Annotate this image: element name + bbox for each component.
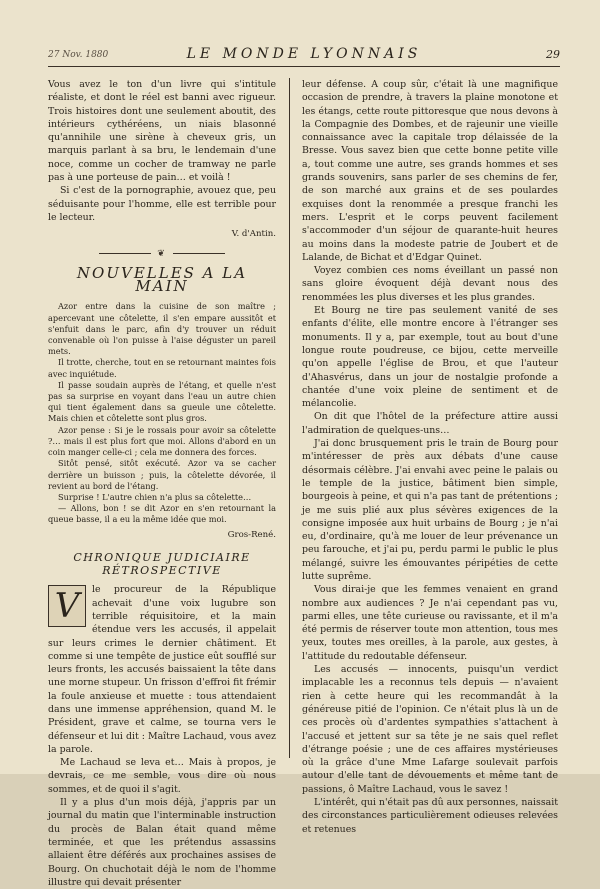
- right-column: [302, 78, 558, 836]
- nouvelles-paragraph: Azor pense : Si je le rossais pour avoir sa côtelette ?… mais il est plus fort que moi. Allons d'abord en un coin manger celle-ci ; cela me donnera des forces.: [48, 424, 276, 458]
- column-rule: [289, 78, 290, 758]
- right-paragraph: Voyez combien ces noms éveillant un passé non sans gloire évoquent déjà devant nous des renommées les plus diverses et les plus grandes.: [302, 265, 558, 303]
- nouvelles-signature: Gros-René.: [227, 529, 276, 540]
- masthead-title: LE MONDE LYONNAIS: [186, 46, 422, 62]
- intro-paragraph: Si c'est de la pornographie, avouez que, peu séduisante pour l'homme, elle est terrible pour le lecteur.: [48, 185, 276, 223]
- intro-signature: V. d'Antin.: [231, 229, 276, 240]
- header-rule: [48, 66, 560, 67]
- section-title-nouvelles: NOUVELLES A LA MAIN: [76, 263, 248, 296]
- nouvelles-paragraph: Il trotte, cherche, tout en se retournant maintes fois avec inquiétude.: [48, 357, 276, 379]
- section-title-chronique: CHRONIQUE JUDICIAIRE RÉTROSPECTIVE: [73, 550, 251, 578]
- right-paragraph: J'ai donc brusquement pris le train de Bourg pour m'intéresser de près aux débats d'une cause désormais célèbre. J'ai envahi avec peine le palais ou le temple de la justice, bâtiment bien simple, bourgeois à peine, et qui n'a pas tant de prétentions ; je me suis plié aux plus sévères exigences de la consigne imposée aux huit urbains de Bourg ; je n'ai eu, d'ordinaire, qu'à me louer de leur prévenance un peu farouche, et j'ai pu, perdu parmi le public le plus mélangé, suivre les émouvantes péripéties de cette lutte suprême.: [302, 438, 558, 582]
- nouvelles-paragraph: Azor entre dans la cuisine de son maître ; apercevant une côtelette, il s'en empare aussitôt et s'enfuit dans le parc, afin d'y trouver un réduit convenable où l'on puisse à l'aise déguster un pareil mets.: [48, 301, 276, 357]
- chronique-paragraph: Il y a plus d'un mois déjà, j'appris par un journal du matin que l'interminable instruction du procès de Balan était quand même terminée, et que les prétendus assassins allaient être déférés aux prochaines assises de Bourg. On chuchotait déjà le nom de l'homme illustre qui devait présenter: [48, 797, 276, 888]
- right-paragraph: leur défense. A coup sûr, c'était là une magnifique occasion de prendre, à travers la plaine monotone et les étangs, cette route pittoresque que nous devons à la Compagnie des Dombes, et de rajeunir une vieille connaissance avec la capitale trop délaissée de la Bresse. Vous savez bien que cette bonne petite ville a, tout comme une autre, ses grands hommes et ses grands souvenirs, sans parler de ses chemins de fer, de son marché aux grains et de ses poulardes exquises dont la renommée a presque franchi les mers. L'esprit et le corps peuvent facilement s'accommoder d'un séjour de quarante-huit heures au moins dans la modeste patrie de Joubert et de Lalande, de Bichat et d'Edgar Quinet.: [302, 79, 558, 263]
- header-date: 27 Nov. 1880: [48, 50, 109, 60]
- chronique-paragraph: le procureur de la République achevait d'une voix lugubre son terrible réquisitoire, et la main étendue vers les accusés, il appelait sur leurs crimes le dernier châtiment. Et comme si une tempête de justice eût soufflé sur leurs fronts, les accusés baissaient la tête dans une morne stupeur. Un frisson d'effroi fit frémir la foule anxieuse et muette : tous attendaient dans une immense appréhension, quand M. le Président, grave et calme, se tourna vers le défenseur et lui dit : Maître Lachaud, vous avez la parole.: [48, 584, 276, 755]
- left-column: [48, 78, 276, 889]
- chronique-text: [48, 583, 276, 889]
- right-paragraph: L'intérêt, qui n'était pas dû aux personnes, naissait des circonstances particulièrement odieuses relevées et retenues: [302, 797, 558, 835]
- nouvelles-paragraph: Sitôt pensé, sitôt exécuté. Azor va se cacher derrière un buisson ; puis, la côtelette dévorée, il revient au bord de l'étang.: [48, 458, 276, 491]
- right-paragraph: Les accusés — innocents, puisqu'un verdict implacable les a reconnus tels depuis — n'avaient rien à cette heure qui les recommandât à la généreuse pitié de l'opinion. Ce n'était plus là un de ces procès où d'ardentes sympathies s'attachent à l'accusé et jettent sur sa tête je ne sais quel reflet d'étrange poésie ; une de ces affaires mystérieuses où la grâce d'une Mme Lafarge soulevait parfois autour d'elle tant de dévouements et même tant de passions, ô Maître Lachaud, vous le savez !: [302, 664, 558, 795]
- chronique-paragraph: Me Lachaud se leva et… Mais à propos, je devrais, ce me semble, vous dire où nous sommes, et de quoi il s'agit.: [48, 757, 276, 795]
- right-paragraph: Et Bourg ne tire pas seulement vanité de ses enfants d'élite, elle montre encore à l'étranger ses monuments. Il y a, par exemple, tout au bout d'une longue route poudreuse, ce bijou, cette merveille qu'on appelle l'église de Brou, et que l'auteur d'Ahasvérus, dans un jour de nostalgie profonde a chantée d'une voix pleine de sentiment et de mélancolie.: [302, 305, 558, 410]
- nouvelles-paragraph: Surprise ! L'autre chien n'a plus sa côtelette…: [58, 491, 252, 502]
- right-paragraph: On dit que l'hôtel de la préfecture attire aussi l'admiration de quelques-uns…: [302, 411, 558, 436]
- page-number: 29: [546, 48, 560, 61]
- intro-paragraph: Vous avez le ton d'un livre qui s'intitule réaliste, et dont le réel est banni avec rigueur. Trois histoires dont une seulement aboutit, des intérieurs cythéréens, un niais blasonné qu'annihile une sirène à cheveux gris, un marquis parlant à sa bru, le lendemain d'une noce, comme un cocher de tramway ne parle pas à une porteuse de pain… et voilà !: [48, 79, 276, 184]
- ornament-divider: ❦: [48, 248, 276, 261]
- dropcap-letter: V: [48, 585, 86, 627]
- right-paragraph: Vous dirai-je que les femmes venaient en grand nombre aux audiences ? Je n'ai cependant pas vu, parmi elles, une tête curieuse ou ravissante, et il m'a été permis de réserver toute mon attention, tous mes yeux, toutes mes oreilles, à la parole, aux gestes, à l'attitude du redoutable défenseur.: [302, 584, 558, 662]
- nouvelles-text: [48, 301, 276, 540]
- page-header: [48, 44, 560, 66]
- nouvelles-paragraph: — Allons, bon ! se dit Azor en s'en retournant la queue basse, il a eu la même idée que moi.: [48, 503, 276, 525]
- nouvelles-paragraph: Il passe soudain auprès de l'étang, et quelle n'est pas sa surprise en voyant dans l'eau un autre chien qui tient également dans sa gueule une côtelette. Mais chien et côtelette sont plus gros.: [48, 379, 276, 424]
